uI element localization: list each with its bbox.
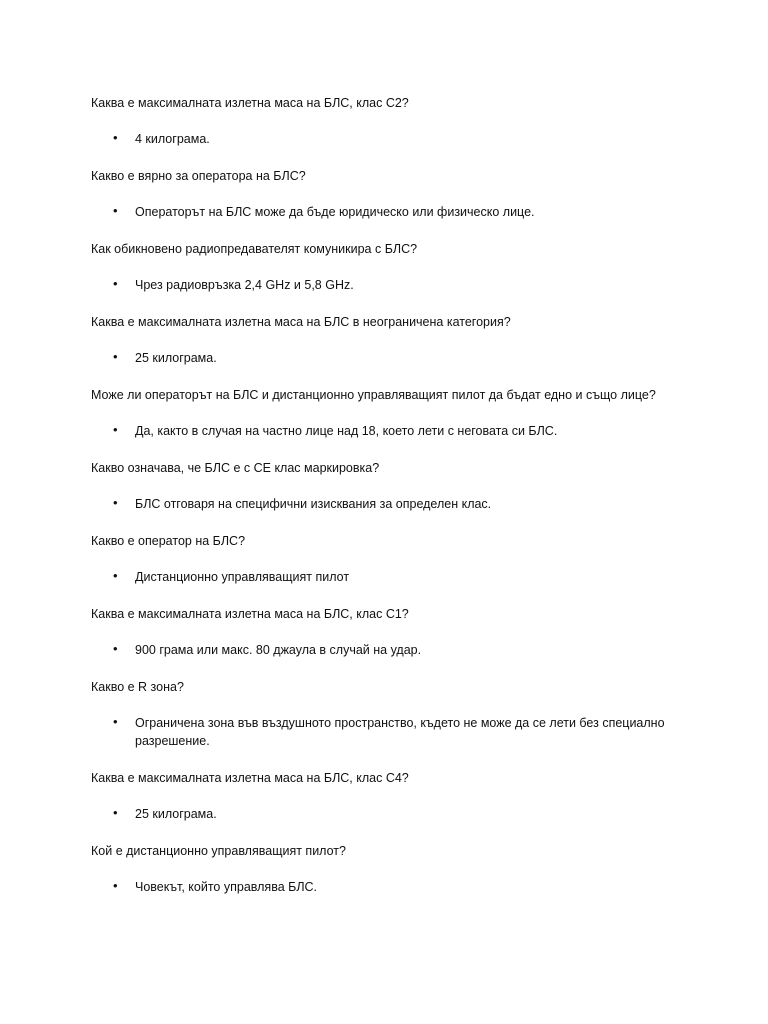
question-text: Какво е R зона? <box>91 680 184 694</box>
answer-text: 4 килограма. <box>135 132 210 146</box>
answer-text: БЛС отговаря на специфични изисквания за определен клас. <box>135 497 492 511</box>
question-text: Кой е дистанционно управляващият пилот? <box>91 844 346 858</box>
answer-list <box>91 550 708 601</box>
bullet-icon: • <box>113 641 118 656</box>
answer-text: 25 килограма. <box>135 807 217 821</box>
answer-list <box>91 860 708 911</box>
answer-list <box>91 623 708 674</box>
question-text: Какво е оператор на БЛС? <box>91 534 246 548</box>
answer-list <box>91 696 708 765</box>
qa-block-9 <box>91 674 708 765</box>
qa-block-1 <box>91 90 708 163</box>
qa-block-5 <box>91 382 708 455</box>
bullet-icon: • <box>113 805 118 820</box>
question-text: Какво означава, че БЛС е с CE клас маркировка? <box>91 461 380 475</box>
answer-text: Да, както в случая на частно лице над 18, което лети с неговата си БЛС. <box>135 424 558 438</box>
answer-list <box>91 787 708 838</box>
answer-list <box>91 477 708 528</box>
bullet-icon: • <box>113 568 118 583</box>
bullet-icon: • <box>113 422 118 437</box>
answer-item <box>91 787 695 838</box>
qa-block-4 <box>91 309 708 382</box>
answer-text: Операторът на БЛС може да бъде юридическо или физическо лице. <box>135 205 535 219</box>
qa-block-2 <box>91 163 708 236</box>
qa-block-8 <box>91 601 708 674</box>
bullet-icon: • <box>113 349 118 364</box>
qa-block-10 <box>91 765 708 838</box>
bullet-icon: • <box>113 495 118 510</box>
answer-item <box>91 550 695 601</box>
bullet-icon: • <box>113 203 118 218</box>
question-text: Какво е вярно за оператора на БЛС? <box>91 169 306 183</box>
answer-item <box>91 623 695 674</box>
answer-text: Човекът, който управлява БЛС. <box>135 880 318 894</box>
answer-list <box>91 404 708 455</box>
question-text: Как обикновено радиопредавателят комуникира с БЛС? <box>91 242 418 256</box>
answer-text: Дистанционно управляващият пилот <box>135 570 350 584</box>
answer-item <box>91 112 695 163</box>
qa-block-7 <box>91 528 708 601</box>
bullet-icon: • <box>113 878 118 893</box>
question-text: Каква е максималната излетна маса на БЛС, клас C1? <box>91 607 409 621</box>
answer-text: 900 грама или макс. 80 джаула в случай на удар. <box>135 643 422 657</box>
answer-list <box>91 331 708 382</box>
answer-text: Чрез радиовръзка 2,4 GHz и 5,8 GHz. <box>135 278 354 292</box>
answer-item <box>91 331 695 382</box>
question-text: Каква е максималната излетна маса на БЛС в неограничена категория? <box>91 315 511 329</box>
answer-item <box>91 185 695 236</box>
question-text: Каква е максималната излетна маса на БЛС, клас C2? <box>91 96 409 110</box>
answer-text: 25 килограма. <box>135 351 217 365</box>
bullet-icon: • <box>113 130 118 145</box>
answer-list <box>91 185 708 236</box>
question-text: Каква е максималната излетна маса на БЛС, клас C4? <box>91 771 409 785</box>
answer-item <box>91 477 695 528</box>
question-text: Може ли операторът на БЛС и дистанционно управляващият пилот да бъдат едно и също лице? <box>91 388 656 402</box>
answer-list <box>91 112 708 163</box>
qa-block-6 <box>91 455 708 528</box>
bullet-icon: • <box>113 714 118 729</box>
answer-item <box>91 696 695 765</box>
answer-list <box>91 258 708 309</box>
qa-block-3 <box>91 236 708 309</box>
bullet-icon: • <box>113 276 118 291</box>
answer-item <box>91 860 695 911</box>
answer-text: Ограничена зона във въздушното пространство, където не може да се лети без специално разрешение. <box>135 716 665 748</box>
answer-item <box>91 258 695 309</box>
answer-item <box>91 404 695 455</box>
qa-block-11 <box>91 838 708 911</box>
